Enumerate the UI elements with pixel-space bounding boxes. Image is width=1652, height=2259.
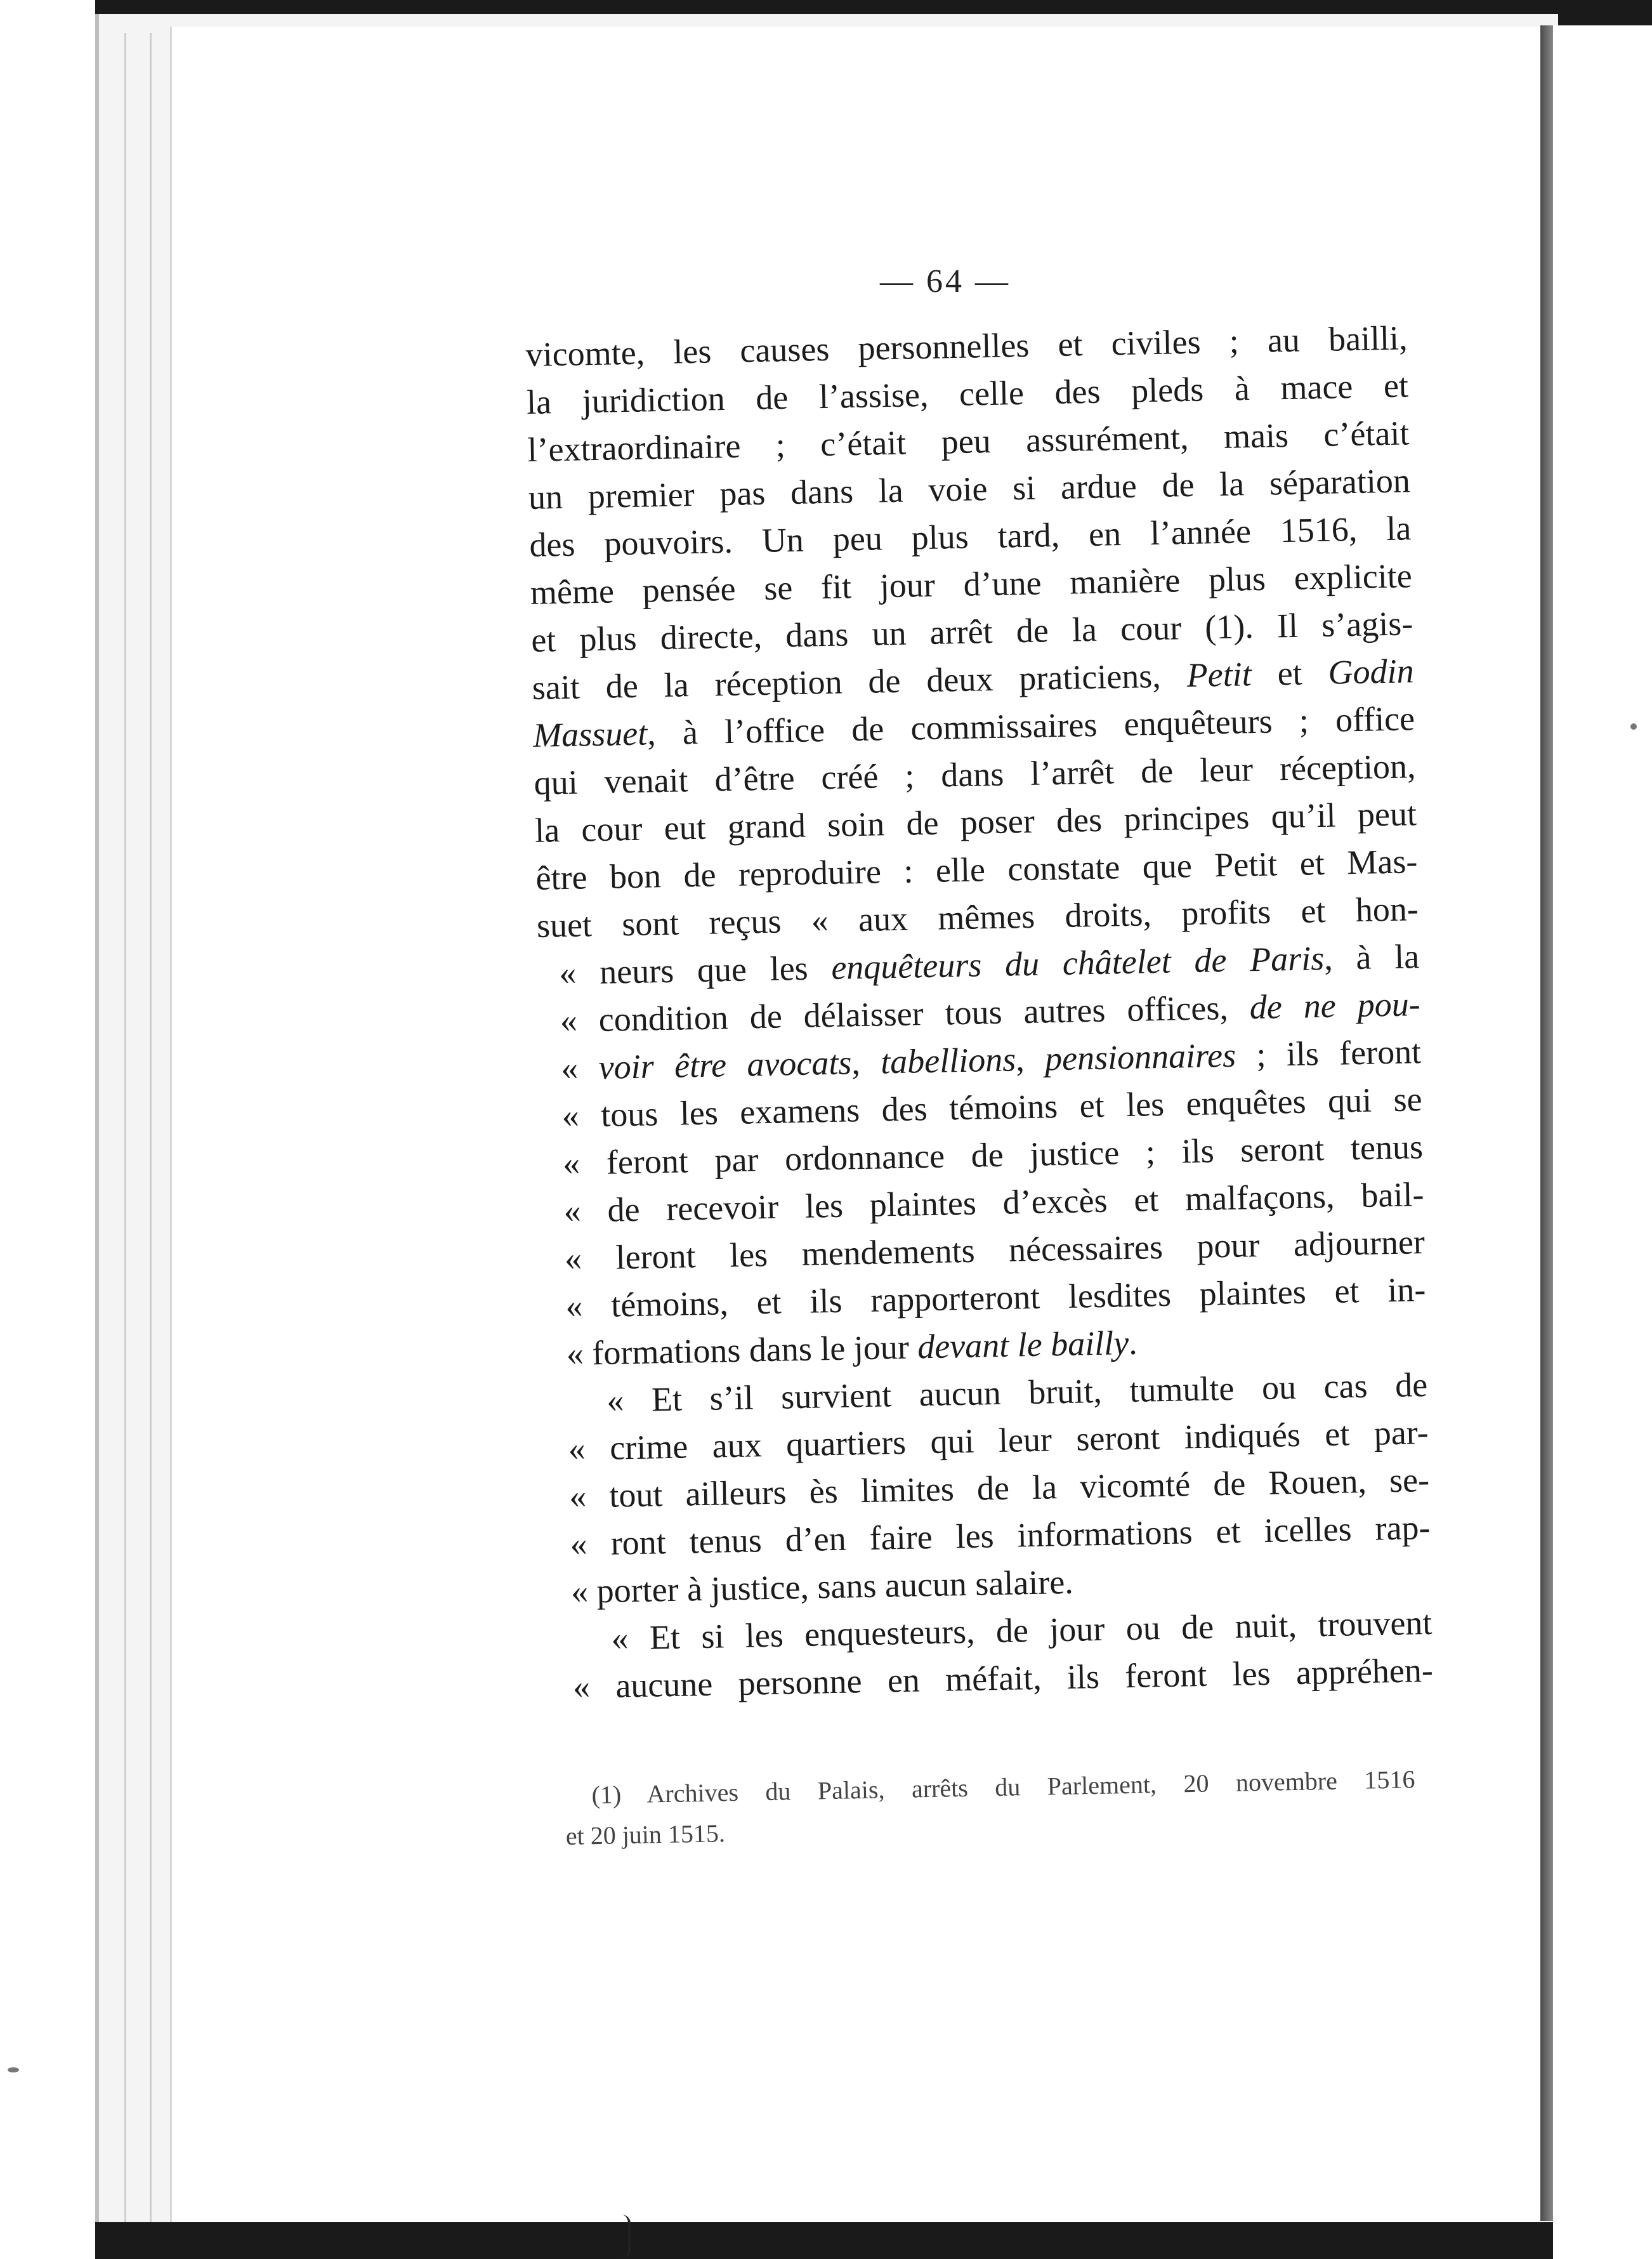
text-run: « porter à justice, sans aucun salaire. [570, 1562, 1074, 1610]
text-run: « tout ailleurs ès limites de la vicomté de Rouen, se- [568, 1460, 1430, 1516]
text-run: , [1015, 1039, 1046, 1079]
footnote-line: et 20 juin 1515. [565, 1819, 726, 1850]
text-run: « feront par ordonnance de justice ; ils seront tenus [562, 1128, 1424, 1183]
text-run: « neurs que les [558, 948, 832, 992]
italic-run: voir être avocats [598, 1043, 852, 1086]
italic-run: Petit [1186, 655, 1252, 695]
text-run: la juridiction de l’assise, celle des pleds à mace et [526, 366, 1409, 421]
text-run: même pensée se fit jour d’une manière plus explicite [530, 557, 1413, 612]
italic-run: Godin [1327, 652, 1415, 692]
italic-run: de ne pou- [1249, 985, 1421, 1027]
text-run: « tous les examens des témoins et les enquêtes qui se [561, 1080, 1423, 1135]
text-run: l’extraordinaire ; c’était peu assurément, mais c’était [527, 414, 1410, 469]
text-run: . [1128, 1323, 1138, 1362]
text-run: qui venait d’être créé ; dans l’arrêt de leur réception, [534, 747, 1416, 802]
text-run: sait de la réception de deux praticiens, [532, 656, 1188, 707]
text-run: « témoins, et ils rapporteront lesdites plaintes et in- [565, 1270, 1426, 1326]
footnote-line: (1) Archives du Palais, arrêts du Parlement, 20 novembre 1516 [591, 1765, 1415, 1810]
text-run: , à l’office de commissaires enquêteurs ; office [646, 699, 1415, 753]
footnote [565, 1759, 1416, 1857]
bookmark-ribbon [622, 2215, 631, 2259]
facing-page [1553, 25, 1652, 2259]
text-run: suet sont reçus « aux mêmes droits, profits et hon- [536, 890, 1419, 945]
italic-run: enquêteurs du châtelet de Paris [830, 939, 1325, 987]
text-run: des pouvoirs. Un peu plus tard, en l’année 1516, la [528, 509, 1412, 564]
text-run: « ront tenus d’en faire les informations et icelles rap- [570, 1508, 1431, 1563]
text-run: , à la [1323, 937, 1420, 978]
text-run: « formations dans le jour [566, 1327, 918, 1373]
page-number: — 64 — [880, 263, 1011, 300]
scan-speck [1630, 723, 1637, 730]
scan-margin-left [0, 0, 95, 2259]
italic-run: devant le bailly [917, 1324, 1129, 1366]
scan-speck [8, 2067, 19, 2072]
body-text [525, 314, 1433, 1711]
italic-run: tabellions [880, 1040, 1016, 1081]
text-run: « [560, 1048, 600, 1088]
text-run: la cour eut grand soin de poser des principes qu’il peut [534, 794, 1417, 850]
text-run: « crime aux quartiers qui leur seront indiqués et par- [568, 1413, 1429, 1468]
text-run: « de recevoir les plaintes d’excès et malfaçons, bail- [563, 1175, 1424, 1230]
text-run: être bon de reproduire : elle constate que Petit et Mas- [535, 842, 1418, 897]
text-run: « Et s’il survient aucun bruit, tumulte ou cas de [606, 1366, 1428, 1419]
text-run: « aucune personne en méfait, ils feront les appréhen- [572, 1650, 1434, 1706]
text-run: un premier pas dans la voie si ardue de la séparation [528, 461, 1411, 517]
italic-run: pensionnaires [1044, 1036, 1236, 1078]
page-edge-line [150, 33, 152, 2222]
text-run: « leront les mendements nécessaires pour adjourner [564, 1223, 1426, 1278]
page-edge-line [124, 33, 126, 2222]
text-run: « Et si les enquesteurs, de jour ou de nuit, trouvent [610, 1603, 1432, 1657]
text-run: ; ils feront [1235, 1032, 1422, 1074]
text-run: et [1251, 653, 1329, 694]
text-run: et plus directe, dans un arrêt de la cour (1). Il s’agis- [530, 604, 1413, 659]
text-run: , [851, 1043, 881, 1082]
text-run: vicomte, les causes personnelles et civiles ; au bailli, [525, 319, 1408, 374]
text-run: « condition de délaisser tous autres offices, [560, 988, 1250, 1040]
page-spine-shadow [1540, 25, 1553, 2221]
italic-run: Massuet [532, 714, 648, 754]
